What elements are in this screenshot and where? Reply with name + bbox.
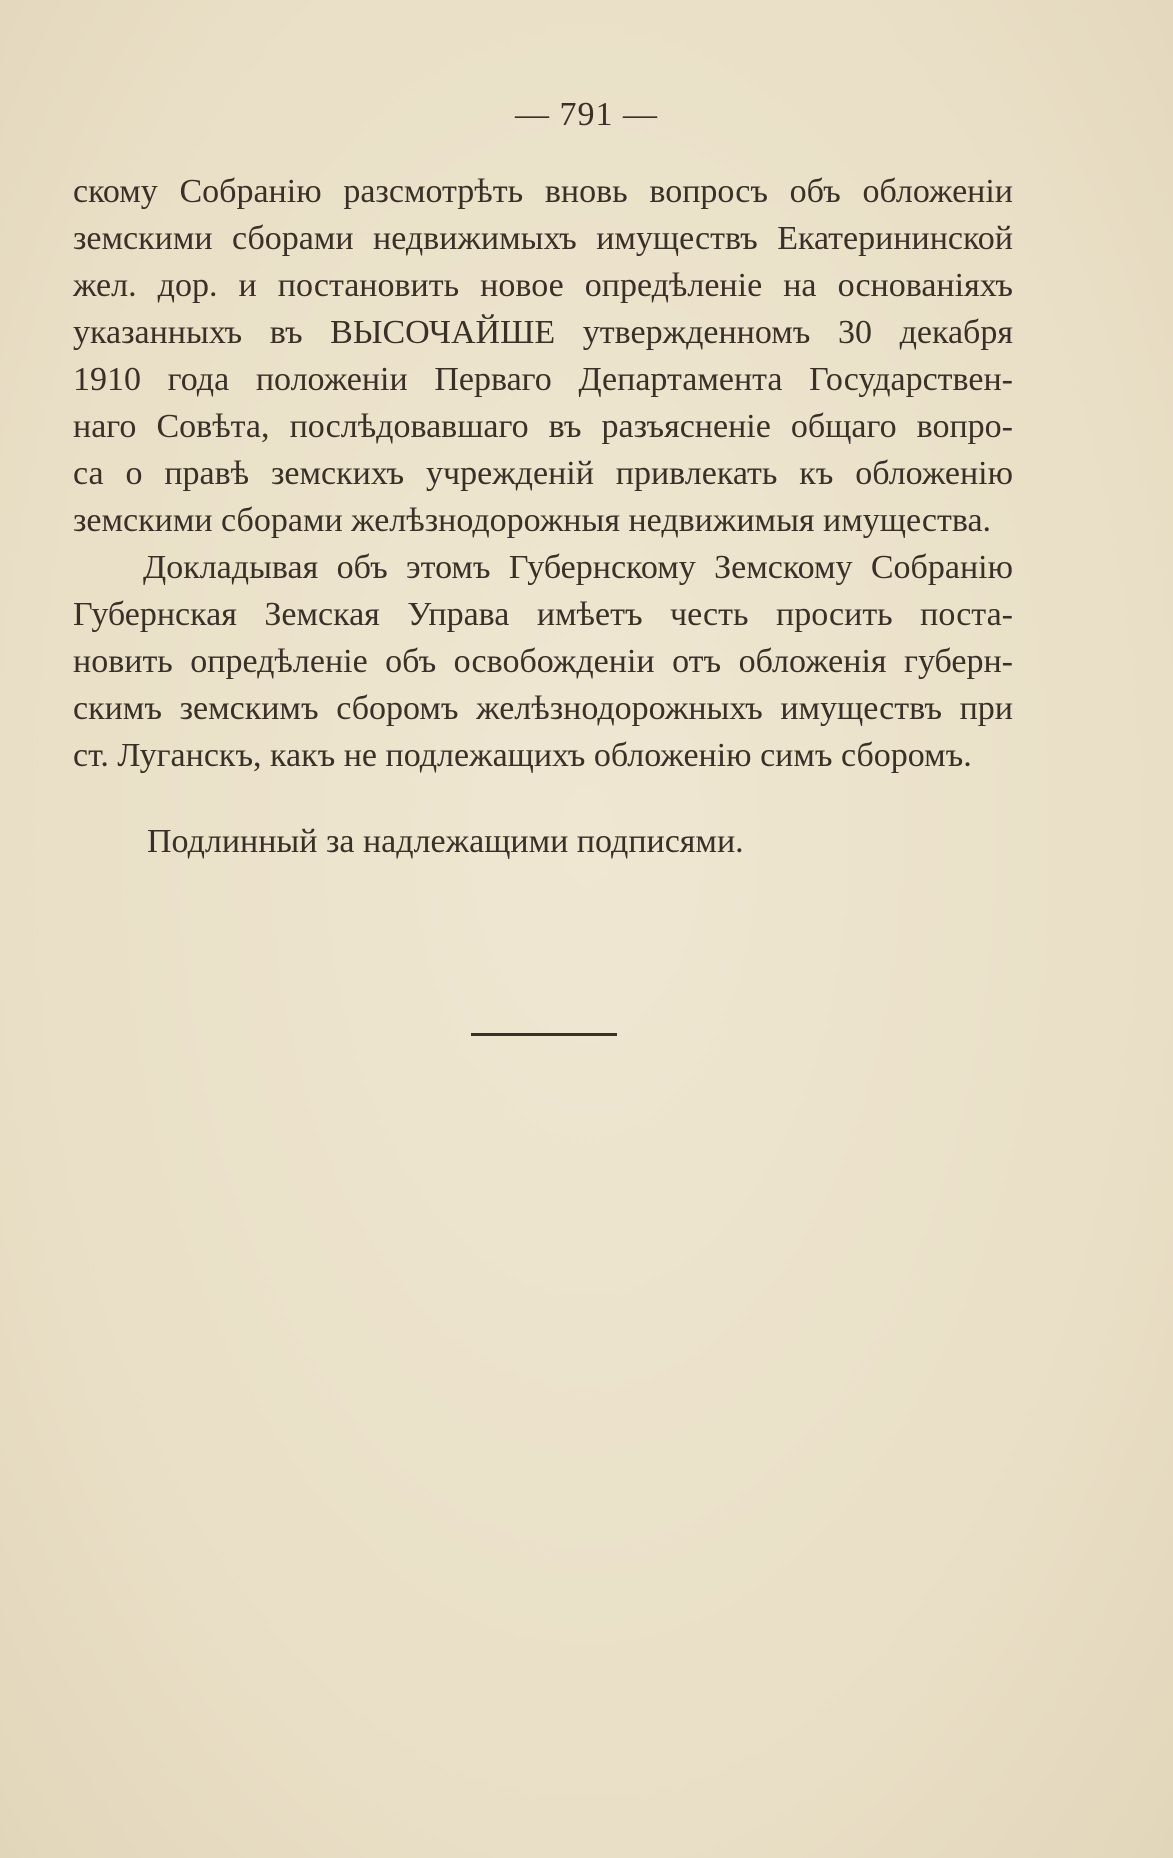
closing-rule — [471, 1033, 617, 1036]
paragraph-1-line: указанныхъ въ ВЫСОЧАЙШЕ утвержденномъ 30 декабря — [73, 314, 1013, 351]
paragraph-2-line: Докладывая объ этомъ Губернскому Земскому Собранію — [143, 549, 1013, 586]
paragraph-2-line: новить опредѣленіе объ освобожденіи отъ обложенія губерн- — [73, 643, 1013, 680]
body-text — [73, 168, 1013, 779]
paragraph-2-line: скимъ земскимъ сборомъ желѣзнодорожныхъ имуществъ при — [73, 690, 1013, 727]
paragraph-1-line: земскими сборами желѣзнодорожныя недвижимыя имущества. — [73, 502, 992, 539]
page-number: — 791 — — [515, 96, 658, 133]
paragraph-1-line: земскими сборами недвижимыхъ имуществъ Екатерининской — [73, 220, 1013, 257]
paragraph-1-line: 1910 года положеніи Перваго Департамента Государствен- — [73, 361, 1013, 398]
paragraph-1-line: наго Совѣта, послѣдовавшаго въ разъясненіе общаго вопро- — [73, 408, 1013, 445]
paragraph-2-line: Губернская Земская Управа имѣетъ честь просить поста- — [73, 596, 1013, 633]
paragraph-2-line: ст. Луганскъ, какъ не подлежащихъ обложенію симъ сборомъ. — [73, 737, 972, 774]
paragraph-1-line: са о правѣ земскихъ учрежденій привлекать къ обложенію — [73, 455, 1013, 492]
paragraph-1-line: скому Собранію разсмотрѣть вновь вопросъ объ обложеніи — [73, 173, 1013, 210]
signature-note: Подлинный за надлежащими подписями. — [147, 823, 744, 860]
paragraph-1-line: жел. дор. и постановить новое опредѣленіе на основаніяхъ — [73, 267, 1013, 304]
